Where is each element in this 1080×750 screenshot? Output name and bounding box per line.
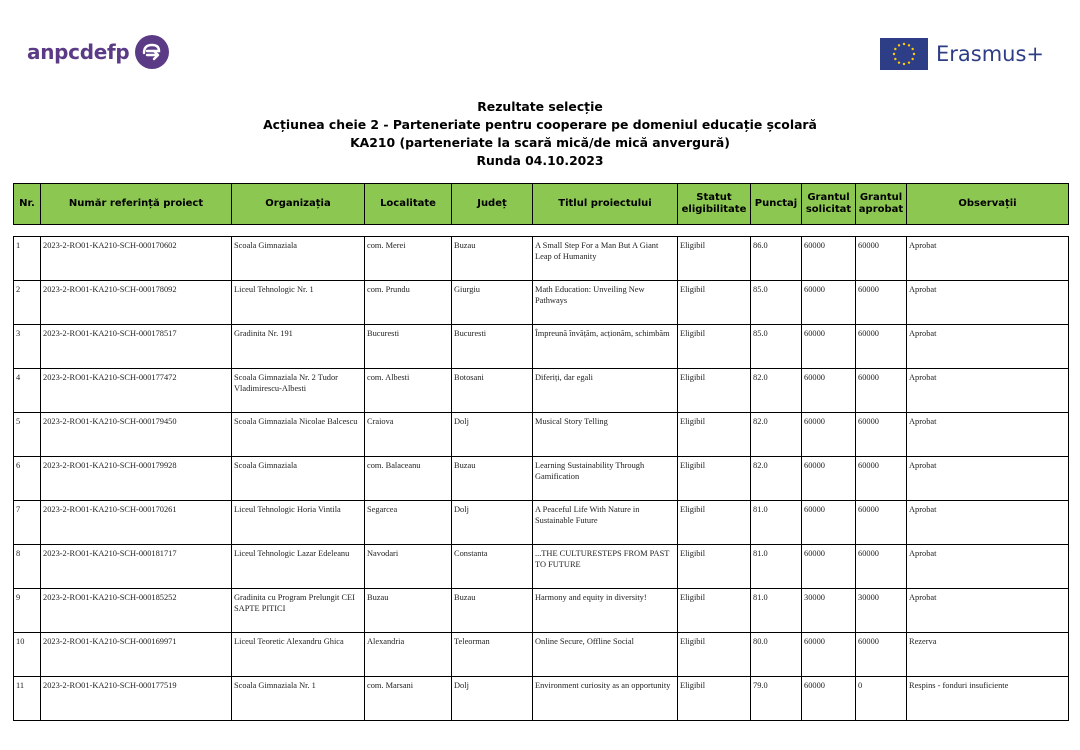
cell-grant-approved: 60000: [856, 501, 907, 545]
cell-reference: 2023-2-RO01-KA210-SCH-000177472: [41, 369, 232, 413]
cell-project-title: Musical Story Telling: [533, 413, 678, 457]
cell-organization: Liceul Tehnologic Nr. 1: [232, 281, 365, 325]
cell-eligibility: Eligibil: [678, 677, 751, 721]
erasmus-logo: [880, 38, 1044, 70]
cell-nr: 2: [14, 281, 41, 325]
cell-project-title: Diferiți, dar egali: [533, 369, 678, 413]
cell-project-title: Împreună învățăm, acționăm, schimbăm: [533, 325, 678, 369]
cell-project-title: A Peaceful Life With Nature in Sustainable Future: [533, 501, 678, 545]
cell-nr: 3: [14, 325, 41, 369]
cell-reference: 2023-2-RO01-KA210-SCH-000170602: [41, 237, 232, 281]
cell-grant-approved: 60000: [856, 545, 907, 589]
cell-remarks: Aprobat: [907, 589, 1069, 633]
column-header: Localitate: [365, 184, 452, 225]
table-row: [14, 457, 1069, 501]
table-row: [14, 545, 1069, 589]
cell-grant-approved: 60000: [856, 369, 907, 413]
cell-eligibility: Eligibil: [678, 589, 751, 633]
cell-organization: Liceul Tehnologic Lazar Edeleanu: [232, 545, 365, 589]
cell-nr: 10: [14, 633, 41, 677]
cell-eligibility: Eligibil: [678, 633, 751, 677]
cell-grant-requested: 60000: [802, 281, 856, 325]
column-header: Județ: [452, 184, 533, 225]
document-title: [0, 98, 1080, 170]
cell-county: Constanta: [452, 545, 533, 589]
erasmus-logo-text: Erasmus+: [936, 42, 1045, 66]
cell-county: Teleorman: [452, 633, 533, 677]
cell-locality: Navodari: [365, 545, 452, 589]
cell-locality: com. Merei: [365, 237, 452, 281]
cell-reference: 2023-2-RO01-KA210-SCH-000177519: [41, 677, 232, 721]
cell-organization: Liceul Teoretic Alexandru Ghica: [232, 633, 365, 677]
eu-flag-icon: [880, 38, 928, 70]
cell-nr: 9: [14, 589, 41, 633]
column-header: Observații: [907, 184, 1069, 225]
table-spacer-row: [14, 225, 1069, 237]
cell-score: 85.0: [751, 325, 802, 369]
cell-organization: Scoala Gimnaziala Nr. 2 Tudor Vladimirescu-Albesti: [232, 369, 365, 413]
table-row: [14, 237, 1069, 281]
cell-remarks: Aprobat: [907, 281, 1069, 325]
cell-county: Buzau: [452, 457, 533, 501]
cell-nr: 8: [14, 545, 41, 589]
cell-organization: Liceul Tehnologic Horia Vintila: [232, 501, 365, 545]
cell-county: Bucuresti: [452, 325, 533, 369]
cell-score: 81.0: [751, 545, 802, 589]
cell-organization: Scoala Gimnaziala Nr. 1: [232, 677, 365, 721]
title-line-3: KA210 (parteneriate la scară mică/de mică anvergură): [350, 135, 730, 150]
column-header: Organizația: [232, 184, 365, 225]
cell-grant-approved: 60000: [856, 457, 907, 501]
column-header: Grantul aprobat: [856, 184, 907, 225]
cell-remarks: Aprobat: [907, 237, 1069, 281]
cell-grant-approved: 60000: [856, 413, 907, 457]
cell-reference: 2023-2-RO01-KA210-SCH-000179928: [41, 457, 232, 501]
cell-nr: 4: [14, 369, 41, 413]
cell-score: 81.0: [751, 501, 802, 545]
cell-score: 80.0: [751, 633, 802, 677]
cell-grant-approved: 60000: [856, 633, 907, 677]
cell-nr: 11: [14, 677, 41, 721]
cell-project-title: A Small Step For a Man But A Giant Leap of Humanity: [533, 237, 678, 281]
cell-eligibility: Eligibil: [678, 325, 751, 369]
cell-remarks: Aprobat: [907, 545, 1069, 589]
table-header-row: [14, 184, 1069, 225]
cell-reference: 2023-2-RO01-KA210-SCH-000185252: [41, 589, 232, 633]
cell-organization: Scoala Gimnaziala Nicolae Balcescu: [232, 413, 365, 457]
cell-locality: com. Balaceanu: [365, 457, 452, 501]
column-header: Nr.: [14, 184, 41, 225]
cell-grant-requested: 60000: [802, 677, 856, 721]
cell-locality: Bucuresti: [365, 325, 452, 369]
cell-county: Dolj: [452, 677, 533, 721]
cell-project-title: ...THE CULTURESTEPS FROM PAST TO FUTURE: [533, 545, 678, 589]
cell-nr: 5: [14, 413, 41, 457]
cell-nr: 7: [14, 501, 41, 545]
table-row: [14, 413, 1069, 457]
cell-score: 81.0: [751, 589, 802, 633]
table-row: [14, 369, 1069, 413]
cell-county: Botosani: [452, 369, 533, 413]
cell-grant-requested: 60000: [802, 237, 856, 281]
cell-grant-requested: 60000: [802, 501, 856, 545]
table-row: [14, 589, 1069, 633]
cell-county: Buzau: [452, 237, 533, 281]
column-header: Punctaj: [751, 184, 802, 225]
cell-locality: Alexandria: [365, 633, 452, 677]
cell-grant-requested: 60000: [802, 457, 856, 501]
cell-eligibility: Eligibil: [678, 545, 751, 589]
cell-locality: Craiova: [365, 413, 452, 457]
cell-organization: Gradinita Nr. 191: [232, 325, 365, 369]
cell-remarks: Rezerva: [907, 633, 1069, 677]
cell-remarks: Aprobat: [907, 325, 1069, 369]
cell-grant-requested: 30000: [802, 589, 856, 633]
cell-locality: com. Marsani: [365, 677, 452, 721]
cell-eligibility: Eligibil: [678, 413, 751, 457]
cell-project-title: Math Education: Unveiling New Pathways: [533, 281, 678, 325]
cell-reference: 2023-2-RO01-KA210-SCH-000181717: [41, 545, 232, 589]
table-row: [14, 677, 1069, 721]
cell-grant-approved: 60000: [856, 237, 907, 281]
cell-eligibility: Eligibil: [678, 281, 751, 325]
cell-reference: 2023-2-RO01-KA210-SCH-000170261: [41, 501, 232, 545]
cell-locality: com. Albesti: [365, 369, 452, 413]
cell-project-title: Online Secure, Offline Social: [533, 633, 678, 677]
cell-eligibility: Eligibil: [678, 501, 751, 545]
cell-grant-approved: 60000: [856, 281, 907, 325]
cell-project-title: Environment curiosity as an opportunity: [533, 677, 678, 721]
cell-eligibility: Eligibil: [678, 369, 751, 413]
cell-eligibility: Eligibil: [678, 237, 751, 281]
cell-grant-approved: 0: [856, 677, 907, 721]
column-header: Titlul proiectului: [533, 184, 678, 225]
column-header: Statut eligibilitate: [678, 184, 751, 225]
cell-reference: 2023-2-RO01-KA210-SCH-000178092: [41, 281, 232, 325]
cell-grant-requested: 60000: [802, 545, 856, 589]
cell-county: Giurgiu: [452, 281, 533, 325]
cell-county: Dolj: [452, 501, 533, 545]
cell-score: 85.0: [751, 281, 802, 325]
cell-organization: Gradinita cu Program Prelungit CEI SAPTE PITICI: [232, 589, 365, 633]
anpcdefp-logo-text: anpcdefp: [27, 40, 130, 64]
cell-grant-requested: 60000: [802, 413, 856, 457]
table-row: [14, 281, 1069, 325]
column-header: Număr referință proiect: [41, 184, 232, 225]
cell-county: Dolj: [452, 413, 533, 457]
table-row: [14, 633, 1069, 677]
cell-grant-requested: 60000: [802, 369, 856, 413]
anpcdefp-emblem-icon: [135, 35, 169, 69]
cell-score: 86.0: [751, 237, 802, 281]
title-line-1: Rezultate selecție: [477, 99, 603, 114]
anpcdefp-logo: [27, 35, 169, 69]
cell-remarks: Aprobat: [907, 457, 1069, 501]
cell-grant-approved: 60000: [856, 325, 907, 369]
title-line-2: Acțiunea cheie 2 - Parteneriate pentru cooperare pe domeniul educație școlară: [263, 117, 817, 132]
cell-reference: 2023-2-RO01-KA210-SCH-000169971: [41, 633, 232, 677]
cell-organization: Scoala Gimnaziala: [232, 237, 365, 281]
table-row: [14, 501, 1069, 545]
cell-organization: Scoala Gimnaziala: [232, 457, 365, 501]
cell-reference: 2023-2-RO01-KA210-SCH-000179450: [41, 413, 232, 457]
cell-grant-requested: 60000: [802, 325, 856, 369]
cell-score: 82.0: [751, 413, 802, 457]
cell-nr: 6: [14, 457, 41, 501]
cell-remarks: Respins - fonduri insuficiente: [907, 677, 1069, 721]
cell-locality: Segarcea: [365, 501, 452, 545]
cell-county: Buzau: [452, 589, 533, 633]
title-line-4: Runda 04.10.2023: [476, 153, 604, 168]
cell-remarks: Aprobat: [907, 369, 1069, 413]
results-table: [13, 183, 1069, 721]
cell-score: 82.0: [751, 457, 802, 501]
cell-remarks: Aprobat: [907, 501, 1069, 545]
cell-project-title: Learning Sustainability Through Gamification: [533, 457, 678, 501]
cell-reference: 2023-2-RO01-KA210-SCH-000178517: [41, 325, 232, 369]
cell-score: 79.0: [751, 677, 802, 721]
cell-grant-approved: 30000: [856, 589, 907, 633]
column-header: Grantul solicitat: [802, 184, 856, 225]
cell-eligibility: Eligibil: [678, 457, 751, 501]
cell-locality: Buzau: [365, 589, 452, 633]
cell-score: 82.0: [751, 369, 802, 413]
cell-project-title: Harmony and equity in diversity!: [533, 589, 678, 633]
cell-remarks: Aprobat: [907, 413, 1069, 457]
cell-grant-requested: 60000: [802, 633, 856, 677]
table-row: [14, 325, 1069, 369]
cell-locality: com. Prundu: [365, 281, 452, 325]
cell-nr: 1: [14, 237, 41, 281]
